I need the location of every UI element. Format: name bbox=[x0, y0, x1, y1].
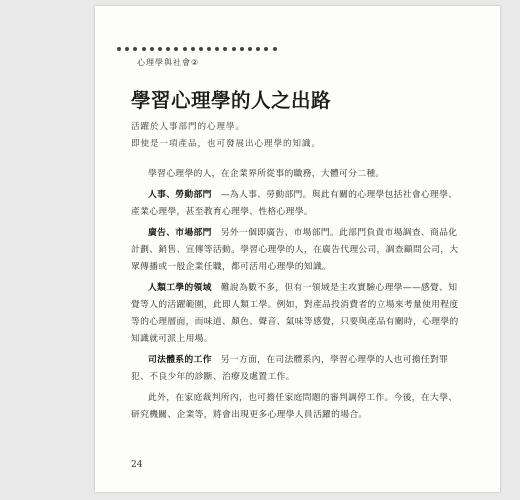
paragraph-3 bbox=[131, 225, 459, 276]
intro-line-2: 即使是一項產品，也可發展出心理學的知識。 bbox=[131, 139, 322, 149]
paragraph-3-text: 另外一個即廣告、市場部門。此部門負責市場調查、商品化計劃、銷售、宣傳等活動。學習心理學的人，在廣告代理公司，調查顧問公司，大眾傳播或一般企業任職，都可活用心理學的知識。 bbox=[131, 228, 459, 272]
series-title: 心理學與社會② bbox=[137, 58, 200, 67]
paragraph-2 bbox=[131, 187, 459, 221]
paragraph-2-text: —為人事、勞動部門。與此有關的心理學包括社會心理學、產業心理學，甚至教育心理學、性格心理學。 bbox=[131, 190, 458, 217]
body-text bbox=[131, 166, 459, 428]
paragraph-5-text: 另一方面，在司法體系內，學習心理學的人也可擔任對罪犯、不良少年的診斷、治療及處置工作。 bbox=[131, 355, 449, 382]
paragraph-4-heading: 人類工學的領域 bbox=[148, 283, 212, 293]
book-page bbox=[95, 6, 500, 492]
chapter-intro bbox=[131, 119, 321, 153]
chapter-title: 學習心理學的人之出路 bbox=[131, 89, 332, 112]
paragraph-5-heading: 司法體系的工作 bbox=[148, 355, 212, 365]
paragraph-3-heading: 廣告、市場部門 bbox=[148, 228, 212, 238]
paragraph-4-text: 難說為數不多，但有一領域是主攻實驗心理學——感覺、知覺等人的活躍範圍，此即人類工學。例如，對產品投消費者的立場來考量使用程度等的心理層面，而味道、顏色、聲音、氣味等感覺，只要與產品有關時，心理學的知識就可派上用場。 bbox=[131, 283, 459, 344]
page-number: 24 bbox=[131, 460, 143, 470]
paragraph-1: 學習心理學的人，在企業界所從事的職務，大體可分二種。 bbox=[148, 169, 385, 179]
paragraph-5 bbox=[131, 352, 459, 386]
header-dots-ornament bbox=[117, 47, 277, 51]
intro-line-1: 活躍於人事部門的心理學。 bbox=[131, 122, 246, 132]
paragraph-2-heading: 人事、勞動部門 bbox=[148, 190, 212, 200]
paragraph-4 bbox=[131, 280, 459, 348]
paragraph-6: 此外，在家庭裁判所內，也可擔任家庭問題的審判調停工作。今後，在大學、研究機關、企業等，將會出現更多心理學人員活躍的場合。 bbox=[131, 393, 458, 420]
